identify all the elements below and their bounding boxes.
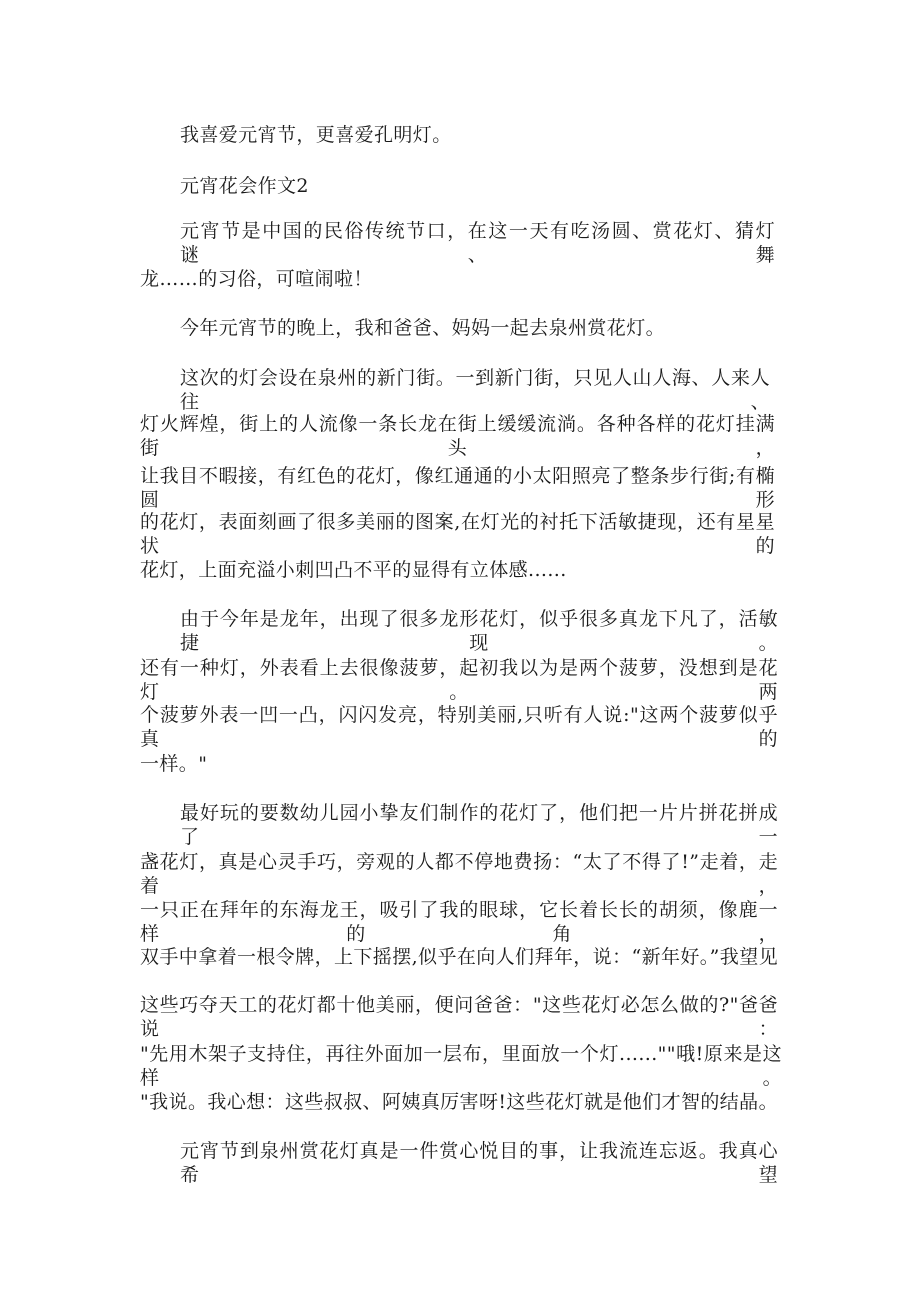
text-line: 盏花灯，真是心灵手巧，旁观的人都不停地费扬：“太了不得了!”走着，走着， bbox=[140, 851, 778, 897]
text-line: 这些巧夺天工的花灯都十他美丽，便问爸爸："这些花灯必怎么做的?"爸爸说： bbox=[140, 994, 778, 1040]
text-line: 最好玩的要数幼儿园小挚友们制作的花灯了，他们把一片片拼花拼成了一 bbox=[180, 802, 778, 848]
text-line: 花灯，上面充溢小刺凹凸不平的显得有立体感...... bbox=[140, 559, 567, 581]
text-line: 让我目不暇接，有红色的花灯，像红通通的小太阳照亮了整条步行街;有椭圆形 bbox=[140, 465, 775, 511]
text-line: 还有一种灯，外表看上去很像菠萝，起初我以为是两个菠萝，没想到是花灯。两 bbox=[140, 657, 778, 703]
text-line: 今年元宵节的晚上，我和爸爸、妈妈一起去泉州赏花灯。 bbox=[180, 317, 666, 339]
text-line: "先用木架子支持住，再往外面加一层布，里面放一个灯......""哦!原来是这样。 bbox=[140, 1043, 782, 1089]
text-line: 龙……的习俗，可喧闹啦！ bbox=[140, 268, 373, 290]
text-line: 的花灯，表面刻画了很多美丽的图案,在灯光的衬托下活敏捷现，还有星星状的 bbox=[140, 511, 775, 557]
text-line: 一只正在拜年的东海龙王，吸引了我的眼球，它长着长长的胡须，像鹿一样的角， bbox=[140, 899, 778, 945]
text-line: 由于今年是龙年，出现了很多龙形花灯，似乎很多真龙下凡了，活敏捷现。 bbox=[180, 608, 778, 654]
text-line: 我喜爱元宵节，更喜爱孔明灯。 bbox=[180, 124, 452, 146]
text-line: 个菠萝外表一凹一凸，闪闪发亮，特别美丽,只听有人说:"这两个菠萝似乎真的 bbox=[140, 704, 778, 750]
text-line: 一样。" bbox=[140, 753, 208, 775]
text-line: 元宵节是中国的民俗传统节口，在这一天有吃汤圆、赏花灯、猜灯谜、舞 bbox=[180, 220, 775, 266]
section-heading: 元宵花会作文2 bbox=[180, 175, 309, 197]
text-line: 双手中拿着一根令牌，上下摇摆,似乎在向人们拜年，说：“新年好。”我望见 bbox=[140, 946, 778, 968]
text-line: 元宵节到泉州赏花灯真是一件赏心悦目的事，让我流连忘返。我真心希望 bbox=[180, 1140, 778, 1186]
text-line: "我说。我心想：这些叔叔、阿姨真厉害呀!这些花灯就是他们才智的结晶。 bbox=[140, 1091, 778, 1113]
text-line: 灯火辉煌，街上的人流像一条长龙在街上缓缓流淌。各种各样的花灯挂满街头， bbox=[140, 413, 775, 459]
text-line: 这次的灯会设在泉州的新门街。一到新门街，只见人山人海、人来人往、 bbox=[180, 367, 770, 413]
